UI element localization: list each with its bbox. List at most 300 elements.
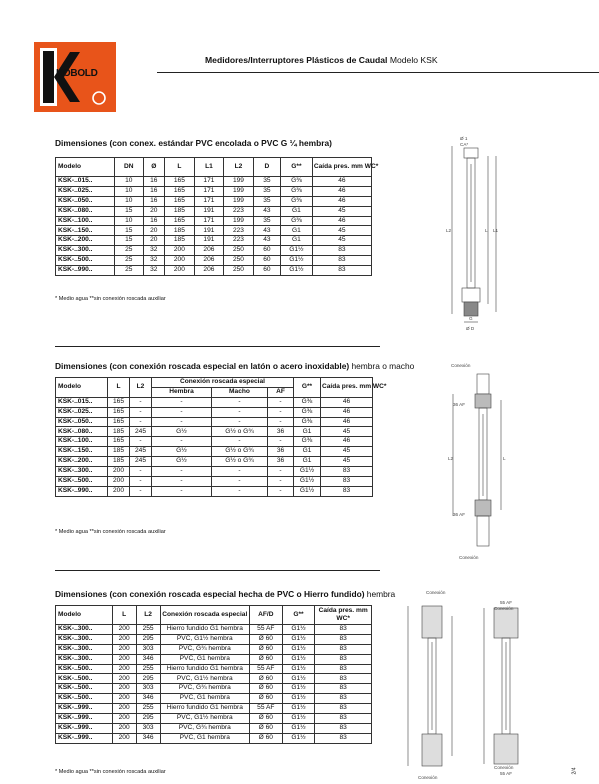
table-cell: 55 AF xyxy=(249,704,282,714)
table-cell: PVC, G1½ hembra xyxy=(160,714,249,724)
model-cell: KSK-..080.. xyxy=(56,427,108,437)
table-cell: G1½ xyxy=(282,733,315,743)
table-cell: PVC, G1½ hembra xyxy=(160,674,249,684)
d1-l1: L1 xyxy=(493,228,499,233)
table-cell: G½ o G¾ xyxy=(212,447,268,457)
table-cell: 10 xyxy=(115,186,143,196)
table-cell: - xyxy=(212,467,268,477)
table-cell: Hierro fundido G1 hembra xyxy=(160,625,249,635)
table-cell: 295 xyxy=(136,714,160,724)
table-cell: G1½ xyxy=(294,476,321,486)
table-cell: Hierro fundido G1 hembra xyxy=(160,664,249,674)
table-cell: 46 xyxy=(321,437,373,447)
column-header: Caída pres. mm WC* xyxy=(312,158,371,177)
page-title: Medidores/Interruptores Plásticos de Caudal Modelo KSK xyxy=(205,55,438,65)
table-row xyxy=(56,694,372,704)
table-cell: PVC, G1½ hembra xyxy=(160,634,249,644)
table-cell: G½ o G¾ xyxy=(212,427,268,437)
table-cell: 200 xyxy=(112,714,136,724)
table-cell: - xyxy=(212,397,268,407)
table-cell: 55 AF xyxy=(249,625,282,635)
table-cell: 295 xyxy=(136,634,160,644)
table-cell: 35 xyxy=(253,186,280,196)
table-row xyxy=(56,674,372,684)
model-cell: KSK-..500.. xyxy=(56,694,113,704)
table-row xyxy=(56,226,372,236)
table-cell: 206 xyxy=(194,256,224,266)
table-cell: 200 xyxy=(165,266,195,276)
table-cell: G1½ xyxy=(282,714,315,724)
d2-top: Conexión xyxy=(451,363,471,368)
table-cell: G1 xyxy=(281,226,313,236)
table-cell: G1½ xyxy=(282,664,315,674)
table-cell: 245 xyxy=(130,457,152,467)
table-cell: 83 xyxy=(321,486,373,496)
table-cell: 199 xyxy=(224,216,254,226)
table-cell: 36 xyxy=(268,447,294,457)
table-cell: 43 xyxy=(253,236,280,246)
table-cell: PVC, G¾ hembra xyxy=(160,723,249,733)
table-cell: 46 xyxy=(321,407,373,417)
column-header: Modelo xyxy=(56,606,113,625)
table-cell: 165 xyxy=(165,177,195,187)
table-cell: G⅜ xyxy=(281,196,313,206)
table-cell: - xyxy=(130,417,152,427)
d2-l2: L2 xyxy=(448,456,454,461)
table-cell: 200 xyxy=(112,644,136,654)
table-cell: - xyxy=(152,486,212,496)
table-cell: 60 xyxy=(253,256,280,266)
table-cell: G⅜ xyxy=(294,407,321,417)
table-cell: 255 xyxy=(136,704,160,714)
section1-note: * Medio agua **sin conexión roscada auxiliar xyxy=(55,296,166,302)
table-cell: 83 xyxy=(315,644,372,654)
table-cell: - xyxy=(130,397,152,407)
table-cell: - xyxy=(130,476,152,486)
table-row xyxy=(56,457,373,467)
table-cell: 20 xyxy=(143,206,165,216)
table-header-row xyxy=(56,606,372,625)
table-cell: G1½ xyxy=(282,625,315,635)
column-header: Conexión roscada especial xyxy=(160,606,249,625)
table-cell: 83 xyxy=(315,634,372,644)
table-row xyxy=(56,397,373,407)
table-cell: 32 xyxy=(143,246,165,256)
table-cell: 171 xyxy=(194,216,224,226)
column-header: AF xyxy=(268,387,294,397)
table-cell: 199 xyxy=(224,196,254,206)
table-cell: - xyxy=(268,407,294,417)
column-header: G** xyxy=(294,378,321,398)
table-cell: 200 xyxy=(112,684,136,694)
table-cell: - xyxy=(130,486,152,496)
model-cell: KSK-..150.. xyxy=(56,226,115,236)
model-cell: KSK-..500.. xyxy=(56,674,113,684)
table-cell: 200 xyxy=(112,625,136,635)
table-cell: G⅜ xyxy=(281,177,313,187)
model-cell: KSK-..300.. xyxy=(56,246,115,256)
table-row xyxy=(56,625,372,635)
table-cell: 191 xyxy=(194,226,224,236)
table-cell: 165 xyxy=(108,407,130,417)
table-cell: 200 xyxy=(165,246,195,256)
table-row xyxy=(56,216,372,226)
table-cell: - xyxy=(268,437,294,447)
table-row xyxy=(56,427,373,437)
table-row xyxy=(56,266,372,276)
table-cell: G⅜ xyxy=(294,417,321,427)
table-cell: 255 xyxy=(136,664,160,674)
model-cell: KSK-..100.. xyxy=(56,216,115,226)
table-cell: G⅜ xyxy=(281,216,313,226)
table-cell: 45 xyxy=(312,226,371,236)
table-row xyxy=(56,634,372,644)
table-cell: G1½ xyxy=(281,246,313,256)
table-cell: 165 xyxy=(165,216,195,226)
column-header: G** xyxy=(281,158,313,177)
table-row xyxy=(56,733,372,743)
table-cell: 16 xyxy=(143,177,165,187)
table-cell: 185 xyxy=(165,226,195,236)
table-cell: 200 xyxy=(112,723,136,733)
table-cell: 20 xyxy=(143,236,165,246)
table-cell: 206 xyxy=(194,266,224,276)
table-cell: 25 xyxy=(115,266,143,276)
table-cell: G1 xyxy=(294,447,321,457)
table-cell: 46 xyxy=(321,417,373,427)
model-cell: KSK-..100.. xyxy=(56,437,108,447)
table-cell: 185 xyxy=(108,427,130,437)
table-cell: - xyxy=(212,417,268,427)
table-cell: 16 xyxy=(143,216,165,226)
table-cell: 45 xyxy=(321,457,373,467)
table-cell: 83 xyxy=(312,256,371,266)
table-cell: 15 xyxy=(115,226,143,236)
d3-bottom-right-b: 55 AF xyxy=(500,771,513,776)
table-row xyxy=(56,723,372,733)
column-header: L1 xyxy=(194,158,224,177)
table-cell: 303 xyxy=(136,684,160,694)
table-cell: G1½ xyxy=(282,634,315,644)
meter-drawing-3 xyxy=(400,586,530,782)
column-header: L xyxy=(165,158,195,177)
table-cell: - xyxy=(212,407,268,417)
table-cell: G½ xyxy=(152,457,212,467)
column-header: L2 xyxy=(224,158,254,177)
table-cell: 199 xyxy=(224,177,254,187)
table-cell: G1½ xyxy=(282,674,315,684)
table-cell: 200 xyxy=(112,694,136,704)
table-cell: G1½ xyxy=(282,684,315,694)
table-cell: Ø 60 xyxy=(249,714,282,724)
table-cell: 45 xyxy=(312,236,371,246)
d2-af1: 36 AF xyxy=(453,402,466,407)
column-header: L2 xyxy=(136,606,160,625)
table-cell: 45 xyxy=(312,206,371,216)
d1-top1: Ø 1 xyxy=(460,136,468,141)
model-cell: KSK-..990.. xyxy=(56,486,108,496)
table-cell: 200 xyxy=(108,467,130,477)
column-header: L xyxy=(108,378,130,398)
table-cell: 250 xyxy=(224,266,254,276)
table-cell: - xyxy=(268,467,294,477)
table-cell: 295 xyxy=(136,674,160,684)
table-cell: G½ xyxy=(152,427,212,437)
column-header: L xyxy=(112,606,136,625)
table-row xyxy=(56,206,372,216)
table-cell: 20 xyxy=(143,226,165,236)
model-cell: KSK-..015.. xyxy=(56,177,115,187)
table-cell: G1½ xyxy=(294,467,321,477)
table-cell: - xyxy=(152,467,212,477)
d1-top2: CA* xyxy=(460,142,469,147)
table-cell: 83 xyxy=(321,467,373,477)
table-cell: G⅜ xyxy=(281,186,313,196)
table-cell: 191 xyxy=(194,236,224,246)
section3-note: * Medio agua **sin conexión roscada auxiliar xyxy=(55,769,166,775)
table-cell: 10 xyxy=(115,196,143,206)
table-section3 xyxy=(55,605,372,744)
table-cell: G1½ xyxy=(281,256,313,266)
model-cell: KSK-..300.. xyxy=(56,625,113,635)
d1-l2: L2 xyxy=(446,228,452,233)
section3-title: Dimensiones (con conexión roscada especial hecha de PVC o Hierro fundido) hembra xyxy=(55,589,396,599)
table-cell: 25 xyxy=(115,246,143,256)
table-cell: 245 xyxy=(130,447,152,457)
table-cell: G1 xyxy=(281,236,313,246)
table-cell: 46 xyxy=(321,397,373,407)
table-cell: 346 xyxy=(136,654,160,664)
table-cell: 171 xyxy=(194,177,224,187)
d3-top-right-b: Conexión xyxy=(494,606,514,611)
table-cell: 223 xyxy=(224,206,254,216)
meter-drawing-1 xyxy=(440,136,510,336)
table-cell: 83 xyxy=(315,723,372,733)
table-row xyxy=(56,246,372,256)
table-cell: 45 xyxy=(321,447,373,457)
table-cell: Ø 60 xyxy=(249,644,282,654)
table-cell: 32 xyxy=(143,266,165,276)
table-cell: 223 xyxy=(224,236,254,246)
section-divider xyxy=(55,346,380,347)
d1-l: L xyxy=(485,228,488,233)
model-cell: KSK-..500.. xyxy=(56,476,108,486)
table-row xyxy=(56,196,372,206)
d3-top-right-a: 55 AF xyxy=(500,600,513,605)
table-cell: PVC, G1 hembra xyxy=(160,733,249,743)
table-cell: 83 xyxy=(315,694,372,704)
table-cell: 255 xyxy=(136,625,160,635)
table-row xyxy=(56,684,372,694)
column-header: D xyxy=(253,158,280,177)
table-cell: G1½ xyxy=(282,704,315,714)
table-cell: 46 xyxy=(312,186,371,196)
table-cell: 250 xyxy=(224,256,254,266)
d2-af2: 36 AF xyxy=(453,512,466,517)
model-cell: KSK-..025.. xyxy=(56,407,108,417)
table-cell: PVC, G¾ hembra xyxy=(160,684,249,694)
model-cell: KSK-..300.. xyxy=(56,467,108,477)
table-cell: Ø 60 xyxy=(249,684,282,694)
table-cell: 206 xyxy=(194,246,224,256)
table-row xyxy=(56,467,373,477)
table-cell: G1 xyxy=(281,206,313,216)
table-cell: G⅜ xyxy=(294,397,321,407)
table-row xyxy=(56,476,373,486)
table-cell: 165 xyxy=(108,397,130,407)
table-cell: 171 xyxy=(194,186,224,196)
table-cell: 16 xyxy=(143,196,165,206)
table-cell: G1 xyxy=(294,427,321,437)
column-header: G** xyxy=(282,606,315,625)
model-cell: KSK-..300.. xyxy=(56,634,113,644)
d1-d: Ø D xyxy=(466,326,475,331)
table-cell: 83 xyxy=(312,246,371,256)
table-cell: 245 xyxy=(130,427,152,437)
table-cell: 83 xyxy=(315,704,372,714)
table-cell: 60 xyxy=(253,246,280,256)
column-header: Caída pres. mm WC* xyxy=(315,606,372,625)
table-cell: - xyxy=(130,437,152,447)
table-cell: G½ o G¾ xyxy=(212,457,268,467)
model-cell: KSK-..080.. xyxy=(56,206,115,216)
table-cell: - xyxy=(268,397,294,407)
table-cell: - xyxy=(152,437,212,447)
table-cell: 165 xyxy=(108,417,130,427)
table-cell: 25 xyxy=(115,256,143,266)
table-cell: 191 xyxy=(194,206,224,216)
table-cell: 200 xyxy=(112,634,136,644)
table-cell: G1 xyxy=(294,457,321,467)
table-cell: 83 xyxy=(315,625,372,635)
table-cell: 171 xyxy=(194,196,224,206)
table-cell: 83 xyxy=(315,714,372,724)
table-cell: 200 xyxy=(112,664,136,674)
table-cell: 46 xyxy=(312,196,371,206)
table-row xyxy=(56,704,372,714)
column-header: Ø xyxy=(143,158,165,177)
model-cell: KSK-..300.. xyxy=(56,644,113,654)
table-cell: 55 AF xyxy=(249,664,282,674)
model-cell: KSK-..999.. xyxy=(56,704,113,714)
table-cell: 185 xyxy=(108,457,130,467)
table-cell: 15 xyxy=(115,206,143,216)
model-cell: KSK-..025.. xyxy=(56,186,115,196)
table-cell: 10 xyxy=(115,216,143,226)
table-cell: PVC, G1 hembra xyxy=(160,654,249,664)
table-cell: G⅜ xyxy=(294,437,321,447)
table-cell: 15 xyxy=(115,236,143,246)
table-cell: - xyxy=(152,397,212,407)
table-cell: PVC, G1 hembra xyxy=(160,694,249,704)
brand-name: KOBOLD xyxy=(56,68,98,79)
table-cell: Ø 60 xyxy=(249,634,282,644)
table-cell: 43 xyxy=(253,226,280,236)
table-cell: 16 xyxy=(143,186,165,196)
table-cell: 303 xyxy=(136,723,160,733)
table-cell: 45 xyxy=(321,427,373,437)
group-header: Conexión roscada especial xyxy=(152,378,294,388)
table-cell: 200 xyxy=(108,476,130,486)
table-cell: - xyxy=(268,476,294,486)
table-row xyxy=(56,644,372,654)
table-row xyxy=(56,177,372,187)
d1-g: G xyxy=(469,316,473,321)
table-cell: 185 xyxy=(108,447,130,457)
table-cell: 165 xyxy=(108,437,130,447)
column-header: Caída pres. mm WC* xyxy=(321,378,373,398)
d3-bottom-left: Conexión xyxy=(418,775,438,780)
table-cell: - xyxy=(130,467,152,477)
header-rule xyxy=(157,72,599,73)
table-cell: 200 xyxy=(112,654,136,664)
table-cell: 200 xyxy=(108,486,130,496)
model-cell: KSK-..050.. xyxy=(56,417,108,427)
table-cell: 83 xyxy=(315,733,372,743)
model-cell: KSK-..999.. xyxy=(56,714,113,724)
model-cell: KSK-..999.. xyxy=(56,723,113,733)
table-cell: - xyxy=(212,486,268,496)
table-cell: 200 xyxy=(112,674,136,684)
table-row xyxy=(56,407,373,417)
table-cell: - xyxy=(268,417,294,427)
model-cell: KSK-..300.. xyxy=(56,654,113,664)
table-row xyxy=(56,236,372,246)
section2-title: Dimensiones (con conexión roscada especial en latón o acero inoxidable) hembra o macho xyxy=(55,361,415,371)
model-cell: KSK-..200.. xyxy=(56,457,108,467)
model-cell: KSK-..500.. xyxy=(56,664,113,674)
table-cell: 46 xyxy=(312,216,371,226)
table-cell: - xyxy=(152,407,212,417)
table-cell: 200 xyxy=(112,733,136,743)
model-cell: KSK-..200.. xyxy=(56,236,115,246)
table-cell: 346 xyxy=(136,694,160,704)
table-header-row xyxy=(56,158,372,177)
page-number: 2/4 xyxy=(571,767,578,775)
table-cell: 165 xyxy=(165,196,195,206)
table-group-header-row xyxy=(56,378,373,388)
d2-l: L xyxy=(503,456,506,461)
d3-bottom-right-a: Conexión xyxy=(494,765,514,770)
model-cell: KSK-..150.. xyxy=(56,447,108,457)
table-cell: Ø 60 xyxy=(249,694,282,704)
d3-top-left: Conexión xyxy=(426,590,446,595)
column-header: DN xyxy=(115,158,143,177)
table-cell: 83 xyxy=(315,674,372,684)
table-cell: 346 xyxy=(136,733,160,743)
table-cell: 36 xyxy=(268,457,294,467)
table-cell: 83 xyxy=(315,664,372,674)
table-cell: Ø 60 xyxy=(249,733,282,743)
column-header: Modelo xyxy=(56,158,115,177)
table-cell: G1½ xyxy=(282,644,315,654)
meter-drawing-2 xyxy=(445,360,515,565)
table-cell: 165 xyxy=(165,186,195,196)
table-row xyxy=(56,447,373,457)
model-cell: KSK-..500.. xyxy=(56,256,115,266)
table-cell: G½ xyxy=(152,447,212,457)
table-cell: G1½ xyxy=(282,723,315,733)
table-cell: Ø 60 xyxy=(249,723,282,733)
table-row xyxy=(56,654,372,664)
table-cell: 83 xyxy=(315,684,372,694)
table-cell: - xyxy=(268,486,294,496)
table-cell: 83 xyxy=(321,476,373,486)
table-cell: G1½ xyxy=(281,266,313,276)
model-cell: KSK-..015.. xyxy=(56,397,108,407)
table-row xyxy=(56,437,373,447)
table-cell: 185 xyxy=(165,206,195,216)
